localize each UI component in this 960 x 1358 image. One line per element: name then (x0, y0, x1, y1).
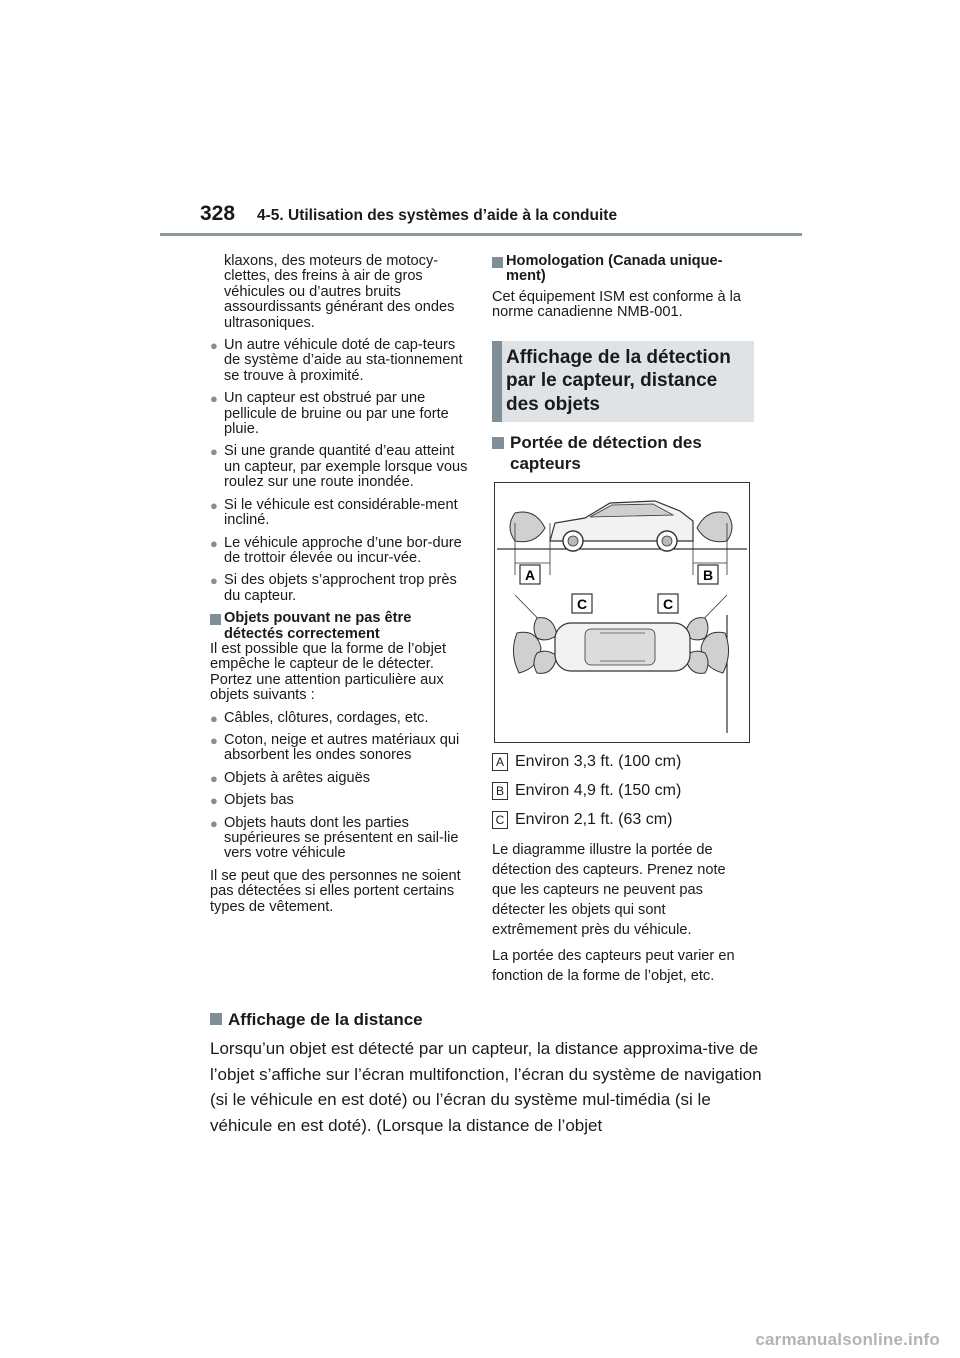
legend-item-b: B Environ 4,9 ft. (150 cm) (492, 782, 754, 800)
right-column (492, 254, 754, 992)
label-a: A (524, 567, 536, 584)
list-item: ● Coton, neige et autres matériaux qui absorbent les ondes sonores (210, 731, 460, 764)
subheading-undetectable-objects: Objets pouvant ne pas être détectés correctement (210, 611, 472, 642)
bullet-icon: ● (210, 710, 218, 726)
bullet-icon: ● (210, 535, 218, 551)
bullet-icon: ● (210, 444, 218, 460)
distance-display-text: Lorsqu’un objet est détecté par un capteur, la distance approxima-tive de l’objet s’affiche sur l’écran multifonction, l’écran du système de navigation (si le véhicule en est doté) ou l’écran du système mul-timédia (si le véhicule en est doté). (Lorsque la distance de l’objet (210, 1039, 762, 1135)
section-title: 4-5. Utilisation des systèmes d’aide à la conduite (257, 207, 618, 224)
legend-tag-c: C (492, 811, 508, 829)
note-text-1: Le diagramme illustre la portée de détection des capteurs. Prenez note que les capteurs ne peuvent pas détecter les objets qui sont extrêmement près du véhicule. (492, 842, 726, 939)
homologation-text: Cet équipement ISM est conforme à la norme canadienne NMB-001. (492, 288, 742, 321)
sensor-range-illustration (495, 483, 749, 742)
list-item: ● Câbles, clôtures, cordages, etc. (210, 709, 429, 726)
list-item: ● Objets à arêtes aiguës (210, 769, 371, 786)
bullet-icon: ● (210, 497, 218, 513)
legend-item-c: C Environ 2,1 ft. (63 cm) (492, 811, 754, 829)
intro-text: Il est possible que la forme de l’objet empêche le capteur de le détecter. Portez une attention particulière aux objets suivants : (210, 640, 447, 704)
label-c-left: C (576, 596, 588, 613)
bullet-icon: ● (210, 338, 218, 354)
distance-display-heading: Affichage de la distance (210, 1010, 423, 1030)
square-bullet-icon (492, 257, 503, 268)
continuation-text: klaxons, des moteurs de motocy-clettes, des freins à air de gros véhicules ou d’autres bruits assourdissants générant des ondes ultrasoniques. (224, 253, 455, 331)
list-item: ● Si le véhicule est considérable-ment incliné. (210, 496, 458, 529)
list-item: ● Objets hauts dont les parties supérieures se présentent en sail-lie vers votre véhicule (210, 814, 459, 862)
left-column (210, 254, 472, 922)
legend-tag-a: A (492, 753, 508, 771)
list-item: ● Le véhicule approche d’une bor-dure de trottoir élevée ou incur-vée. (210, 534, 462, 566)
note-text-2: La portée des capteurs peut varier en fonction de la forme de l’objet, etc. (492, 948, 735, 985)
list-item: ● Objets bas (210, 792, 294, 809)
bullet-icon: ● (210, 770, 218, 786)
bullet-icon: ● (210, 573, 218, 589)
list-item: ● Si une grande quantité d’eau atteint un capteur, par exemple lorsque vous roulez sur une route inondée. (210, 443, 468, 491)
list-item: ● Un autre véhicule doté de cap-teurs de système d’aide au sta-tionnement se trouve à proximité. (210, 337, 463, 384)
square-bullet-icon (210, 1013, 222, 1025)
bullet-icon: ● (210, 815, 218, 831)
square-bullet-icon (492, 437, 504, 449)
label-b: B (702, 567, 714, 584)
subheading-homologation: Homologation (Canada unique-ment) (492, 254, 754, 285)
closing-text: Il se peut que des personnes ne soient pas détectées si elles portent certains types de vêtement. (210, 867, 461, 915)
bullet-icon: ● (210, 732, 218, 748)
sensor-range-diagram (494, 482, 750, 743)
watermark: carmanualsonline.info (755, 1330, 940, 1349)
bullet-icon: ● (210, 391, 218, 407)
box-heading: Affichage de la détection par le capteur, distance des objets (492, 341, 754, 423)
page-number: 328 (200, 202, 236, 225)
square-bullet-icon (210, 614, 221, 625)
legend-tag-b: B (492, 782, 508, 800)
label-c-right: C (662, 596, 674, 613)
list-item: ● Un capteur est obstrué par une pellicule de bruine ou par une forte pluie. (210, 390, 449, 438)
section-heading: Portée de détection des capteurs (492, 432, 754, 474)
list-item: ● Si des objets s’approchent trop près du capteur. (210, 572, 457, 604)
legend-item-a: A Environ 3,3 ft. (100 cm) (492, 753, 754, 771)
bullet-icon: ● (210, 793, 218, 809)
header-divider (160, 233, 802, 236)
